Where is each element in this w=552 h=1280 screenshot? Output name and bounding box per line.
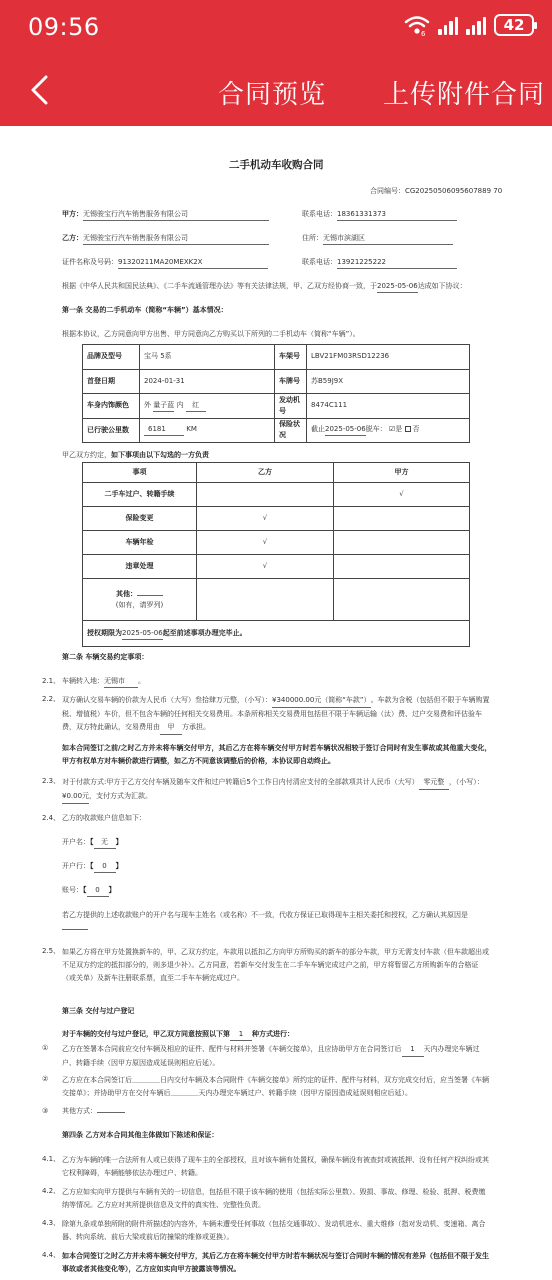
col-party-a: 甲方	[334, 463, 470, 483]
clause-2-1-num: 2.1、	[42, 677, 61, 685]
account-number: 账号：【 0 】	[62, 885, 116, 897]
matter-row-label: 保险变更	[83, 507, 197, 531]
matter-row-b	[197, 483, 334, 507]
upload-attachment-button[interactable]: 上传附件合同	[383, 80, 546, 110]
color-value: 外 量子蓝 内 红	[140, 394, 275, 419]
clause-2-3-num: 2.3、	[42, 777, 61, 785]
article-2-title: 第二条 车辆交易约定事项：	[62, 653, 149, 661]
option-2: 乙方应在本合同签订后＿＿＿＿日内交付车辆及本合同附件《车辆交接单》所约定的证件、配件与材料，双方完成交付后，应当签署《车辆交接单》；并协助甲方在交付车辆后＿＿＿＿天内办理完车辆过户、转籍手续（因甲方原因造成延误则相应后延）。	[62, 1076, 489, 1097]
article-3-title: 第三条 交付与过户登记	[62, 1007, 135, 1015]
party-b: 乙方：无锡骏宝行汽车销售服务有限公司	[62, 233, 269, 245]
clause-2-5-num: 2.5、	[42, 947, 61, 955]
clause-4-3-num: 4.3、	[42, 1219, 61, 1227]
contract-number: 合同编号：CG20250506095607889 70	[370, 187, 503, 195]
plate-value: 苏B59J9X	[307, 369, 470, 394]
clause-2-4: 乙方的收款账户信息如下：	[62, 814, 146, 822]
option-3-num: ③	[42, 1107, 49, 1115]
clause-2-4-num: 2.4、	[42, 814, 61, 822]
vehicle-info-table	[82, 344, 470, 443]
matter-row-a: √	[334, 483, 470, 507]
option-3: 其他方式：	[62, 1106, 125, 1117]
clause-2-1: 车辆转入地：无锡市 。	[62, 676, 145, 688]
clause-2-4-note: 若乙方提供的上述收款账户的开户名与现车主姓名（或名称）不一致，代收方保证已取得现车主相关委托和授权，乙方确认其原因是	[62, 909, 492, 935]
color-label: 车身内饰颜色	[83, 394, 140, 419]
clause-4-4-num: 4.4、	[42, 1251, 61, 1259]
battery-icon	[494, 14, 534, 36]
reg-date-value: 2024-01-31	[140, 369, 275, 394]
engine-value: 8474C111	[307, 394, 470, 419]
status-bar	[0, 0, 552, 56]
brand-value: 宝马 5系	[140, 345, 275, 370]
party-a: 甲方：无锡骏宝行汽车销售服务有限公司	[62, 209, 269, 221]
article-1-title: 第一条 交易的二手机动车（简称“车辆”）基本情况：	[62, 306, 228, 314]
contract-title: 二手机动车收购合同	[229, 159, 324, 171]
article-4-title: 第四条 乙方对本合同其他主体做如下陈述和保证：	[62, 1131, 219, 1139]
mileage-label: 已行驶公里数	[83, 418, 140, 443]
engine-label: 发动机号	[275, 394, 307, 419]
insurance-value: 截止2025-05-06脱车： ☑是 否	[307, 418, 470, 443]
matters-intro: 甲乙双方约定，如下事项由以下勾选的一方负责	[62, 451, 209, 459]
vin-value: LBV21FM03RSD12236	[307, 345, 470, 370]
clause-2-2-num: 2.2、	[42, 695, 61, 703]
account-bank: 开户行：【 0 】	[62, 861, 123, 873]
contract-preview	[0, 126, 552, 1280]
responsibility-table	[82, 462, 470, 647]
party-b-id: 证件名称及号码：91320211MA20MEXK2X	[62, 257, 268, 269]
matter-row-label: 车辆年检	[83, 531, 197, 555]
vin-label: 车架号	[275, 345, 307, 370]
col-item: 事项	[83, 463, 197, 483]
matter-other: 其他： (如有，请罗列)	[83, 579, 197, 621]
brand-label: 品牌及型号	[83, 345, 140, 370]
matter-row-label: 二手车过户、转籍手续	[83, 483, 197, 507]
party-b-address: 住所：无锡市滨湖区	[302, 233, 453, 245]
plate-label: 车牌号	[275, 369, 307, 394]
mileage-value: 6181 KM	[140, 418, 275, 443]
matter-row-b: √	[197, 507, 334, 531]
page-title: 合同预览	[218, 80, 327, 110]
clause-4-3: 除第九条或单独所附的附件所描述的内容外，车辆未遭受任何事故（包括交通事故）、发动机进水、重大维修（指对发动机、变速箱、离合器、转向系统、前后大梁或前后防撞梁的维修或更换）。	[62, 1220, 486, 1241]
matter-row-a	[334, 531, 470, 555]
clause-2-3: 对于付款方式:甲方于乙方交付车辆及随车文件和过户转籍后5个工作日内付清应支付的全部款项共计人民币（大写） 零元整 ，（小写）：¥0.00元，支付方式为汇款。	[62, 776, 492, 804]
insurance-label: 保险状况	[275, 418, 307, 443]
matter-row-a	[334, 507, 470, 531]
clause-4-2: 乙方应如实向甲方提供与车辆有关的一切信息，包括但不限于该车辆的使用（包括实际公里数）、毁损、事故、修理、检验、抵押、税费缴纳等情况。乙方应对其所提供信息及文件的真实性、完整性负责。	[62, 1188, 486, 1209]
party-b-phone: 联系电话：13921225222	[302, 257, 457, 269]
article-3-intro: 对于车辆的交付与过户登记，甲乙双方同意按照以下第 1 种方式进行：	[62, 1029, 294, 1041]
clause-4-2-num: 4.2、	[42, 1187, 61, 1195]
clause-2-2-adjustment: 如本合同签订之前/之时乙方并未将车辆交付甲方，其后乙方在将车辆交付甲方时若车辆状况相较于签订合同时有发生事故或其他重大变化，甲方有权单方对车辆价款进行调整，如乙方不同意该调整后的价格，本协议即自动终止。	[62, 744, 492, 765]
option-1: 乙方在签署本合同前应交付车辆及相应的证件、配件与材料并签署《车辆交接单》，且应协助甲方在合同签订后 1 天内办理完车辆过户、转籍手续（因甲方原因造成延误则相应后延）。	[62, 1045, 480, 1067]
reg-date-label: 首登日期	[83, 369, 140, 394]
authorization-period: 授权期限为2025-05-06起至前述事项办理完毕止。	[83, 621, 470, 647]
party-a-phone: 联系电话：18361331373	[302, 209, 457, 221]
checkbox-icon	[405, 426, 411, 432]
preamble: 根据《中华人民共和国民法典》、《二手车流通管理办法》等有关法律法规，甲、乙双方经协商一致，于2025-05-06达成如下协议：	[62, 281, 467, 293]
option-1-num: ①	[42, 1044, 49, 1052]
account-name: 开户名：【 无 】	[62, 837, 123, 849]
matter-row-b: √	[197, 555, 334, 579]
clause-4-1: 乙方为车辆的唯一合法所有人或已获得了现车主的全部授权，且对该车辆有处置权，确保车辆没有被查封或被抵押、没有任何产权纠纷或其它权利障碍，车辆能够依法办理过户、转籍。	[62, 1156, 489, 1177]
clause-2-5: 如果乙方将在甲方处置换新车的，甲、乙双方约定，车款用以抵扣乙方向甲方所购买的新车的部分车款，甲方无需支付车款（但车款超出或不足双方约定的抵扣部分的，则多退少补）。乙方同意，若新车交付发生在二手车车辆完成过户之前，甲方将暂留乙方所购新车的合格证（或关单）及新车注册联系票，直至二手车车辆完成过户。	[62, 948, 489, 982]
svg-text:6: 6	[421, 30, 426, 36]
nav-bar	[0, 56, 552, 126]
status-time: 09:56	[28, 13, 100, 41]
signal-icon-2	[466, 15, 486, 35]
back-arrow-icon[interactable]	[24, 72, 60, 108]
option-2-num: ②	[42, 1075, 49, 1083]
matter-row-label: 违章处理	[83, 555, 197, 579]
clause-4-4: 如本合同签订之时乙方并未将车辆交付甲方，其后乙方在将车辆交付甲方时若车辆状况与签订合同时车辆的情况有差异（包括但不限于发生事故或者其他变化等），乙方应如实向甲方披露该等情况。	[62, 1252, 489, 1273]
matter-row-a	[334, 555, 470, 579]
status-icons	[404, 14, 534, 36]
col-party-b: 乙方	[197, 463, 334, 483]
battery-level: 42	[503, 16, 525, 34]
article-1-intro: 根据本协议，乙方同意向甲方出售、甲方同意向乙方购买以下所列的二手机动车（简称“车辆”）。	[62, 330, 360, 338]
signal-icon	[438, 15, 458, 35]
wifi-icon	[404, 14, 430, 36]
clause-2-2: 双方确认交易车辆的价款为人民币（大写）叁拾肆万元整，（小写）：¥340000.00元（简称“车款”）。车款为含税（包括但不限于车辆购置税、增值税）车价，但不包含车辆的任何相关交易费用。本条所称相关交易费用包括但不限于车辆运输（汰）费、过户交易费和评估验车费，双方特此确认，交易费用由 甲 方承担。	[62, 694, 492, 735]
matter-row-b: √	[197, 531, 334, 555]
clause-4-1-num: 4.1、	[42, 1155, 61, 1163]
